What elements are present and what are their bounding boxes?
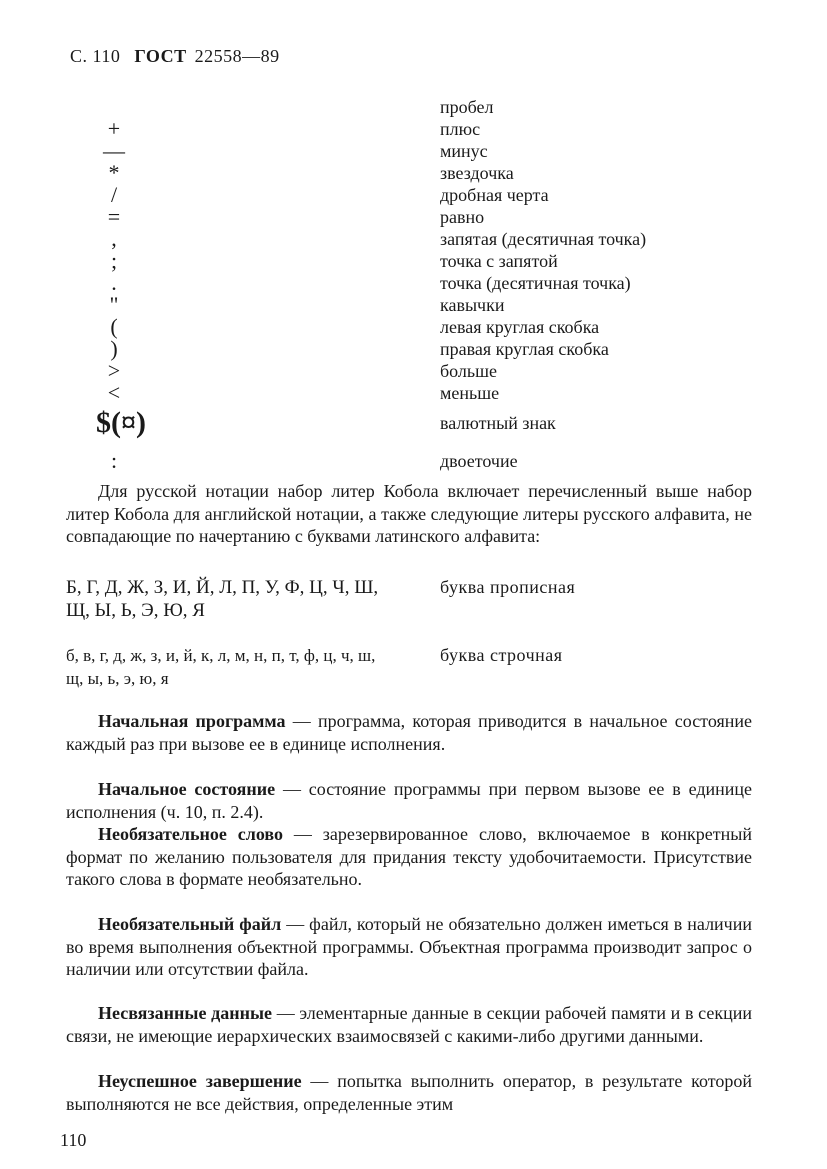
definition-term: Начальная программа (98, 711, 286, 731)
symbol-row (0, 338, 827, 360)
symbol-row (0, 206, 827, 228)
definition-text: — попытка выполнить оператор, в результате которой выполняются не все действия, определенные этим (66, 1071, 753, 1114)
symbol-glyph: > (107, 358, 121, 383)
definition-text: — зарезервированное слово, включаемое в конкретный формат по желанию пользователя для придания тексту удобочитаемости. Присутствие такого слова в формате необязательно. (66, 824, 753, 890)
symbol-glyph: " (109, 292, 119, 317)
definition-text: — программа, которая приводится в начальное состояние каждый раз при вызове ее в единице исполнения. (66, 711, 753, 754)
symbol-description: пробел (440, 97, 494, 117)
symbol-glyph: / (110, 182, 118, 207)
symbol-row (0, 360, 827, 382)
symbol-row (0, 316, 827, 338)
symbol-description: меньше (440, 383, 500, 403)
definition-term: Начальное состояние (98, 779, 276, 799)
intro-paragraph (66, 480, 752, 548)
page-header (70, 46, 280, 67)
lowercase-letters: б, в, г, д, ж, з, и, й, к, л, м, н, п, т, ф, ц, ч, ш, щ, ы, ь, э, ю, я (66, 646, 376, 688)
symbol-description: запятая (десятичная точка) (440, 229, 647, 249)
symbol-row (0, 272, 827, 294)
symbol-glyph: ( (110, 314, 118, 339)
definition-term: Несвязанные данные (98, 1003, 273, 1023)
symbol-description: левая круглая скобка (440, 317, 600, 337)
symbol-glyph: * (108, 160, 120, 185)
symbol-row (0, 140, 827, 162)
uppercase-description: буква прописная (440, 577, 576, 597)
symbol-description: равно (440, 207, 485, 227)
definition-text: — элементарные данные в секции рабочей памяти и в секции связи, не имеющие иерархических взаимосвязей с какими-либо другими данными. (66, 1003, 752, 1046)
symbol-glyph: = (107, 204, 121, 229)
definition-text: — файл, который не обязательно должен иметься в наличии во время выполнения объектной программы. Объектная программа производит запрос о наличии или отсутствии файла. (66, 914, 752, 980)
symbol-description: кавычки (440, 295, 505, 315)
header-page-ref: С. 110 (70, 46, 121, 66)
definition-paragraph (66, 1070, 752, 1115)
symbol-glyph: : (110, 448, 118, 473)
intro-text: Для русской нотации набор литер Кобола включает перечисленный выше набор литер Кобола для английской нотации, а также следующие литеры русского алфавита, не совпадающие по начертанию с буквами латинского алфавита: (66, 481, 752, 547)
definition-paragraph (66, 1002, 752, 1047)
definition-paragraph (66, 710, 752, 755)
definition-paragraph (66, 823, 752, 891)
symbol-description: точка с запятой (440, 251, 558, 271)
definition-term: Неуспешное завершение (98, 1071, 302, 1091)
lowercase-description: буква строчная (440, 645, 563, 665)
symbol-row (0, 184, 827, 206)
symbol-row (0, 406, 827, 439)
symbol-row (0, 450, 827, 472)
symbol-glyph: , (111, 226, 117, 251)
definition-paragraph (66, 778, 752, 823)
symbol-description: плюс (440, 119, 481, 139)
definition-text: — состояние программы при первом вызове ее в единице исполнения (ч. 10, п. 2.4). (66, 779, 753, 822)
symbol-row (0, 118, 827, 140)
definition-paragraph (66, 913, 752, 981)
symbol-row (0, 294, 827, 316)
symbol-description: звездочка (440, 163, 514, 183)
symbol-glyph: — (103, 138, 125, 163)
header-number: 22558—89 (194, 46, 280, 66)
symbol-glyph: ; (110, 248, 118, 273)
symbol-row (0, 382, 827, 404)
symbol-description: валютный знак (440, 413, 556, 433)
symbol-glyph: < (107, 380, 121, 405)
page-number: 110 (60, 1130, 87, 1150)
symbol-row (0, 250, 827, 272)
symbol-description: точка (десятичная точка) (440, 273, 631, 293)
symbol-description: минус (440, 141, 488, 161)
definition-term: Необязательный файл (98, 914, 282, 934)
definition-term: Необязательное слово (98, 824, 283, 844)
uppercase-letters: Б, Г, Д, Ж, З, И, Й, Л, П, У, Ф, Ц, Ч, Ш, Щ, Ы, Ь, Э, Ю, Я (66, 577, 379, 621)
symbol-row (0, 162, 827, 184)
header-standard: ГОСТ (134, 46, 187, 66)
symbol-row (0, 228, 827, 250)
symbol-glyph: . (111, 270, 117, 295)
symbol-row (0, 96, 827, 118)
currency-symbol-glyph: $(¤) (96, 406, 146, 439)
symbol-glyph: + (107, 116, 121, 141)
symbol-description: правая круглая скобка (440, 339, 609, 359)
symbol-description: дробная черта (440, 185, 549, 205)
symbol-glyph: ) (110, 336, 118, 361)
symbol-description: двоеточие (440, 451, 518, 471)
symbol-description: больше (440, 361, 497, 381)
